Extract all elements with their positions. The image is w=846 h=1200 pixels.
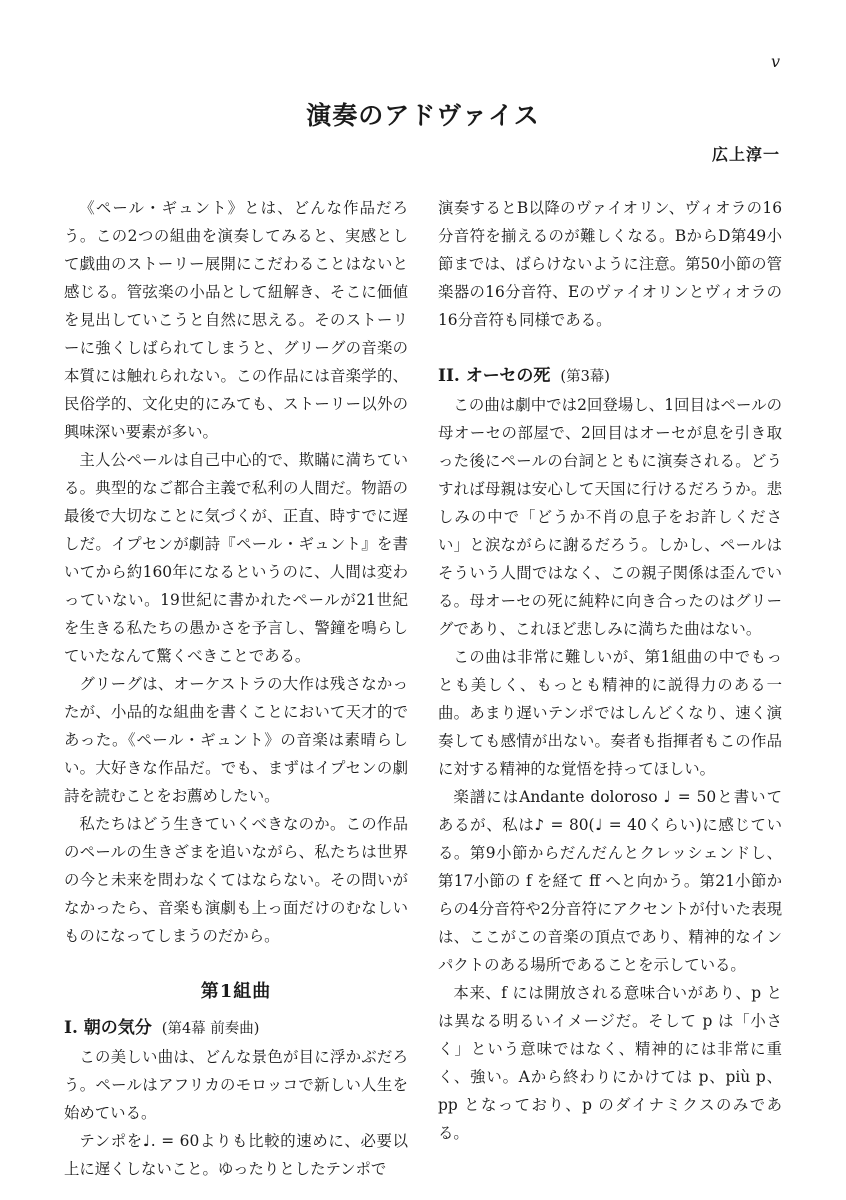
section-title: II. オーセの死 [438,366,551,386]
section-heading [64,1014,408,1043]
left-column [64,194,408,1183]
right-column [438,194,782,1147]
paragraph: この曲は非常に難しいが、第1組曲の中でもっとも美しく、もっとも精神的に説得力のある一曲。あまり遅いテンポではしんどくなり、速く演奏しても感情が出ない。奏者も指揮者もこの作品に対する精神的な覚悟を持ってほしい。 [438,648,782,778]
section-title: I. 朝の気分 [64,1018,152,1038]
section-subtitle: (第3幕) [560,369,610,385]
section-subtitle: (第4幕 前奏曲) [161,1021,260,1037]
author-name: 広上淳一 [711,145,780,164]
paragraph: 本来、f には開放される意味合いがあり、p とは異なる明るいイメージだ。そして p は「小さく」という意味ではなく、精神的には非常に重く、強い。Aから終わりにかけては p、più p、pp となっており、p のダイナミクスのみである。 [438,984,782,1142]
paragraph: この美しい曲は、どんな景色が目に浮かぶだろう。ペールはアフリカのモロッコで新しい人生を始めている。 [64,1048,408,1122]
section-heading [438,362,782,391]
paragraph: 私たちはどう生きていくべきなのか。この作品のペールの生きざまを追いながら、私たちは世界の今と未来を問わなくてはならない。その問いがなかったら、音楽も演劇も上っ面だけのむなしいものになってしまうのだから。 [64,815,408,945]
paragraph: グリーグは、オーケストラの大作は残さなかったが、小品的な組曲を書くことにおいて天才的であった。《ペール・ギュント》の音楽は素晴らしい。大好きな作品だ。でも、まずはイプセンの劇詩を読むことをお薦めしたい。 [64,675,408,805]
chapter-heading: 第1組曲 [200,981,272,1002]
page-folio: v [770,52,780,71]
paragraph: 《ペール・ギュント》とは、どんな作品だろう。この2つの組曲を演奏してみると、実感として戯曲のストーリー展開にこだわることはないと感じる。管弦楽の小品として紐解き、そこに価値を見出していこうと自然に思える。そのストーリーに強くしばられてしまうと、グリーグの音楽の本質には触れられない。この作品には音楽学的、民俗学的、文化史的にみても、ストーリー以外の興味深い要素が多い。 [64,199,408,441]
page-title: 演奏のアドヴァイス [306,101,540,130]
paragraph-continuation: 演奏するとB以降のヴァイオリン、ヴィオラの16分音符を揃えるのが難しくなる。BからD第49小節までは、ばらけないように注意。第50小節の管楽器の16分音符、Eのヴァイオリンとヴィオラの16分音符も同様である。 [438,199,782,329]
paragraph: 主人公ペールは自己中心的で、欺瞞に満ちている。典型的なご都合主義で私利の人間だ。物語の最後で大切なことに気づくが、正直、時すでに遅しだ。イプセンが劇詩『ペール・ギュント』を書いてから約160年になるというのに、人間は変わっていない。19世紀に書かれたペールが21世紀を生きる私たちの愚かさを予言し、警鐘を鳴らしていたなんて驚くべきことである。 [64,451,408,665]
paragraph: テンポを♩. = 60よりも比較的速めに、必要以上に遅くしないこと。ゆったりとしたテンポで [64,1132,408,1178]
paragraph: 楽譜にはAndante doloroso ♩ = 50と書いてあるが、私は♪ = 80(♩ = 40くらい)に感じている。第9小節からだんだんとクレッシェンドし、第17小節の f を経て ff へと向かう。第21小節からの4分音符や2分音符にアクセントが付いた表現は、ここがこの音楽の頂点であり、精神的なインパクトのある場所であることを示している。 [438,788,782,974]
paragraph: この曲は劇中では2回登場し、1回目はペールの母オーセの部屋で、2回目はオーセが息を引き取った後にペールの台詞とともに演奏される。どうすれば母親は安心して天国に行けるだろうか。悲しみの中で「どうか不肖の息子をお許しください」と涙ながらに謝るだろう。しかし、ペールはそういう人間ではなく、この親子関係は歪んでいる。母オーセの死に純粋に向き合ったのはグリーグであり、これほど悲しみに満ちた曲はない。 [438,396,782,638]
